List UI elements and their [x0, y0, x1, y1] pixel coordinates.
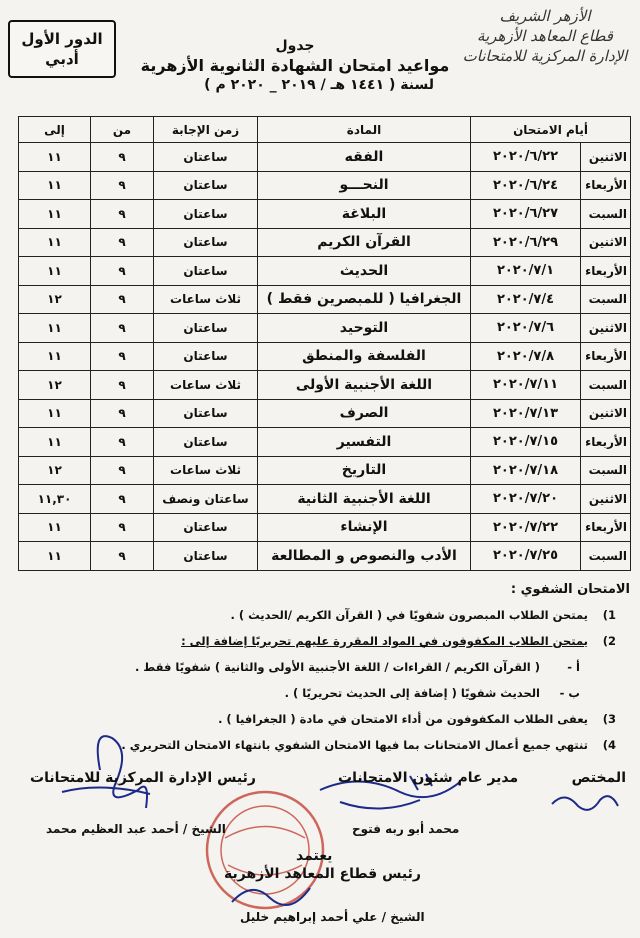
duration-cell: ساعتان: [154, 399, 258, 428]
duration-cell: ساعتان: [154, 513, 258, 542]
to-cell: ١١: [19, 314, 91, 343]
from-cell: ٩: [91, 542, 154, 571]
to-cell: ١٢: [19, 371, 91, 400]
table-row: [19, 171, 631, 200]
note-number: 3): [602, 712, 616, 726]
from-cell: ٩: [91, 513, 154, 542]
table-row: [19, 314, 631, 343]
note-number: 2): [602, 634, 616, 648]
to-cell: ١١: [19, 228, 91, 257]
oral-note-2: [181, 634, 616, 648]
duration-cell: ساعتان: [154, 314, 258, 343]
header-from: من: [91, 117, 154, 143]
from-cell: ٩: [91, 314, 154, 343]
to-cell: ١١: [19, 200, 91, 229]
table-row: [19, 342, 631, 371]
subject-cell: النحـــو: [258, 171, 471, 200]
document-title: [120, 38, 470, 93]
day-cell: السبت: [581, 542, 631, 571]
subject-cell: الإنشاء: [258, 513, 471, 542]
to-cell: ١١: [19, 399, 91, 428]
oral-note-1: [230, 608, 616, 622]
subject-cell: القرآن الكريم: [258, 228, 471, 257]
date-cell: ٢٠٢٠/٧/٤: [471, 285, 581, 314]
to-cell: ١١,٣٠: [19, 485, 91, 514]
subject-cell: اللغة الأجنبية الثانية: [258, 485, 471, 514]
subject-cell: الصرف: [258, 399, 471, 428]
duration-cell: ساعتان ونصف: [154, 485, 258, 514]
from-cell: ٩: [91, 171, 154, 200]
duration-cell: ساعتان: [154, 228, 258, 257]
from-cell: ٩: [91, 399, 154, 428]
subject-cell: الفلسفة والمنطق: [258, 342, 471, 371]
oral-note-2b: [285, 686, 580, 700]
date-cell: ٢٠٢٠/٧/٨: [471, 342, 581, 371]
oral-exam-heading: الامتحان الشفوي :: [510, 582, 630, 597]
day-cell: السبت: [581, 456, 631, 485]
duration-cell: ثلاث ساعات: [154, 285, 258, 314]
from-cell: ٩: [91, 257, 154, 286]
duration-cell: ثلاث ساعات: [154, 371, 258, 400]
date-cell: ٢٠٢٠/٧/٦: [471, 314, 581, 343]
day-cell: الأربعاء: [581, 342, 631, 371]
day-cell: الاثنين: [581, 399, 631, 428]
table-row: [19, 428, 631, 457]
subject-cell: اللغة الأجنبية الأولى: [258, 371, 471, 400]
duration-cell: ساعتان: [154, 342, 258, 371]
title-line3: لسنة ( ١٤٤١ هـ / ٢٠١٩ _ ٢٠٢٠ م ): [204, 77, 434, 93]
letterhead: [460, 6, 630, 66]
general-manager-title: مدير عام شئون الامتحانات: [338, 770, 519, 786]
note-text: الحديث شفويًا ( إضافة إلى الحديث تحريريًا ) .: [284, 686, 540, 700]
central-head-name: الشيخ / أحمد عبد العظيم محمد: [46, 822, 226, 836]
specialist-title: المختص: [571, 770, 626, 786]
letterhead-line2: قطاع المعاهد الأزهرية: [477, 27, 613, 45]
to-cell: ١٢: [19, 285, 91, 314]
duration-cell: ساعتان: [154, 257, 258, 286]
note-sub-label: ب -: [559, 686, 580, 700]
day-cell: الاثنين: [581, 143, 631, 172]
from-cell: ٩: [91, 342, 154, 371]
note-text: تنتهي جميع أعمال الامتحانات بما فيها الامتحان الشفوي بانتهاء الامتحان التحريري .: [121, 738, 588, 752]
date-cell: ٢٠٢٠/٦/٢٧: [471, 200, 581, 229]
sector-head-name: الشيخ / علي أحمد إبراهيم خليل: [240, 910, 425, 924]
table-row: [19, 371, 631, 400]
to-cell: ١١: [19, 342, 91, 371]
note-number: 1): [602, 608, 616, 622]
date-cell: ٢٠٢٠/٧/١٨: [471, 456, 581, 485]
exam-schedule-table: [18, 116, 631, 571]
header-duration: زمن الإجابة: [154, 117, 258, 143]
letterhead-line3: الإدارة المركزية للامتحانات: [462, 47, 628, 65]
table-row: [19, 143, 631, 172]
header-days: أيام الامتحان: [471, 117, 631, 143]
day-cell: الأربعاء: [581, 257, 631, 286]
header-subject: المادة: [258, 117, 471, 143]
subject-cell: التفسير: [258, 428, 471, 457]
subject-cell: الحديث: [258, 257, 471, 286]
date-cell: ٢٠٢٠/٧/١٣: [471, 399, 581, 428]
from-cell: ٩: [91, 143, 154, 172]
day-cell: السبت: [581, 200, 631, 229]
date-cell: ٢٠٢٠/٦/٢٢: [471, 143, 581, 172]
general-manager-name: محمد أبو ربه فتوح: [352, 822, 460, 836]
table-row: [19, 542, 631, 571]
subject-cell: الفقه: [258, 143, 471, 172]
duration-cell: ساعتان: [154, 143, 258, 172]
from-cell: ٩: [91, 485, 154, 514]
duration-cell: ساعتان: [154, 171, 258, 200]
to-cell: ١١: [19, 428, 91, 457]
subject-cell: التوحيد: [258, 314, 471, 343]
table-row: [19, 200, 631, 229]
table-row: [19, 485, 631, 514]
date-cell: ٢٠٢٠/٦/٢٩: [471, 228, 581, 257]
duration-cell: ثلاث ساعات: [154, 456, 258, 485]
day-cell: الاثنين: [581, 314, 631, 343]
day-cell: الأربعاء: [581, 171, 631, 200]
approved-label: يعتمد: [296, 848, 333, 864]
date-cell: ٢٠٢٠/٧/٢٥: [471, 542, 581, 571]
oral-note-2a: [135, 660, 580, 674]
date-cell: ٢٠٢٠/٧/١١: [471, 371, 581, 400]
date-cell: ٢٠٢٠/٦/٢٤: [471, 171, 581, 200]
duration-cell: ساعتان: [154, 542, 258, 571]
from-cell: ٩: [91, 371, 154, 400]
round-badge: [8, 20, 116, 78]
day-cell: الاثنين: [581, 228, 631, 257]
subject-cell: التاريخ: [258, 456, 471, 485]
note-text: يمتحن الطلاب المكفوفون في المواد المقررة عليهم تحريريًا إضافة إلى :: [181, 634, 588, 648]
date-cell: ٢٠٢٠/٧/١: [471, 257, 581, 286]
to-cell: ١١: [19, 143, 91, 172]
note-text: يمتحن الطلاب المبصرون شفويًا في ( القرآن الكريم /الحديث ) .: [230, 608, 588, 622]
to-cell: ١١: [19, 171, 91, 200]
note-text: ( القرآن الكريم / القراءات / اللغة الأجنبية الأولى والثانية ) شفويًا فقط .: [134, 660, 540, 674]
from-cell: ٩: [91, 228, 154, 257]
title-line1: جدول: [275, 38, 315, 54]
table-header-row: [19, 117, 631, 143]
day-cell: السبت: [581, 371, 631, 400]
to-cell: ١١: [19, 513, 91, 542]
table-row: [19, 399, 631, 428]
duration-cell: ساعتان: [154, 428, 258, 457]
from-cell: ٩: [91, 200, 154, 229]
table-row: [19, 456, 631, 485]
day-cell: الأربعاء: [581, 513, 631, 542]
date-cell: ٢٠٢٠/٧/٢٠: [471, 485, 581, 514]
table-row: [19, 285, 631, 314]
day-cell: الاثنين: [581, 485, 631, 514]
duration-cell: ساعتان: [154, 200, 258, 229]
from-cell: ٩: [91, 456, 154, 485]
to-cell: ١١: [19, 257, 91, 286]
from-cell: ٩: [91, 285, 154, 314]
date-cell: ٢٠٢٠/٧/٢٢: [471, 513, 581, 542]
central-head-title: رئيس الإدارة المركزية للامتحانات: [30, 770, 256, 786]
to-cell: ١٢: [19, 456, 91, 485]
round-badge-line2: أدبي: [45, 50, 79, 68]
to-cell: ١١: [19, 542, 91, 571]
subject-cell: البلاغة: [258, 200, 471, 229]
table-row: [19, 513, 631, 542]
table-row: [19, 257, 631, 286]
signature-specialist-icon: [552, 796, 618, 810]
letterhead-line1: الأزهر الشريف: [499, 7, 591, 25]
date-cell: ٢٠٢٠/٧/١٥: [471, 428, 581, 457]
table-row: [19, 228, 631, 257]
from-cell: ٩: [91, 428, 154, 457]
subject-cell: الجغرافيا ( للمبصرين فقط ): [258, 285, 471, 314]
note-sub-label: أ -: [567, 660, 580, 674]
day-cell: الأربعاء: [581, 428, 631, 457]
title-line2: مواعيد امتحان الشهادة الثانوية الأزهرية: [140, 56, 450, 75]
subject-cell: الأدب والنصوص و المطالعة: [258, 542, 471, 571]
note-number: 4): [602, 738, 616, 752]
day-cell: السبت: [581, 285, 631, 314]
header-to: إلى: [19, 117, 91, 143]
note-text: يعفى الطلاب المكفوفون من أداء الامتحان في مادة ( الجغرافيا ) .: [218, 712, 588, 726]
round-badge-line1: الدور الأول: [21, 30, 103, 48]
sector-head-title: رئيس قطاع المعاهد الأزهرية: [224, 866, 421, 882]
